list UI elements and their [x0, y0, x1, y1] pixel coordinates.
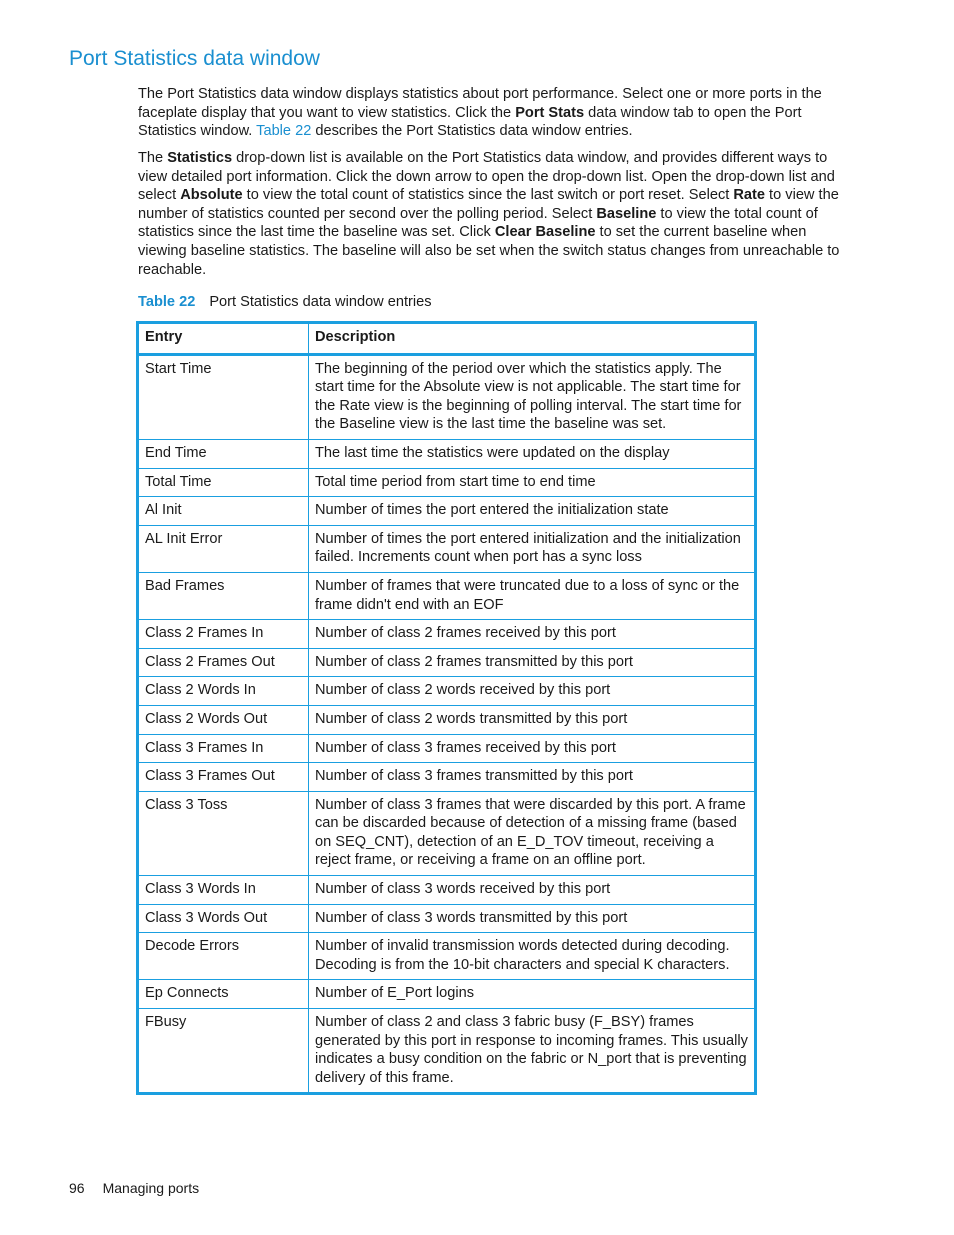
statistics-term: Statistics	[167, 150, 233, 166]
table-row	[138, 904, 756, 933]
description-cell: The beginning of the period over which the statistics apply. The start time for the Absolute view is not applicable. The start time for the Rate view is the beginning of polling interval. The start time for the Baseline view is the last time the baseline was set.	[309, 354, 756, 439]
entry-cell: Class 3 Words Out	[138, 904, 309, 933]
table-row	[138, 876, 756, 905]
header-description: Description	[309, 323, 756, 355]
entry-cell: Class 2 Words In	[138, 677, 309, 706]
entry-cell: Class 2 Frames Out	[138, 648, 309, 677]
description-cell: Number of class 2 words received by this port	[309, 677, 756, 706]
entries-table	[136, 321, 757, 1095]
entry-cell: Al Init	[138, 497, 309, 526]
entry-cell: Decode Errors	[138, 933, 309, 980]
table-row	[138, 705, 756, 734]
description-cell: Number of class 3 frames that were discarded by this port. A frame can be discarded because of detection of a missing frame (based on SEQ_CNT), detection of an E_D_TOV timeout, receiving a reject frame, or receiving a frame on an offline port.	[309, 791, 756, 875]
entry-cell: Total Time	[138, 468, 309, 497]
entry-cell: Class 2 Words Out	[138, 705, 309, 734]
entry-cell: AL Init Error	[138, 525, 309, 572]
absolute-term: Absolute	[180, 187, 243, 204]
description-cell: Number of times the port entered initialization and the initialization failed. Increments count when port has a sync loss	[309, 525, 756, 572]
table-row	[138, 791, 756, 875]
table-row	[138, 620, 756, 649]
description-cell: The last time the statistics were updated on the display	[309, 439, 756, 468]
description-cell: Number of class 2 words transmitted by this port	[309, 705, 756, 734]
entry-cell: Bad Frames	[138, 572, 309, 619]
table-row	[138, 648, 756, 677]
entry-cell: Start Time	[138, 354, 309, 439]
description-cell: Number of class 2 frames transmitted by this port	[309, 648, 756, 677]
description-cell: Number of times the port entered the initialization state	[309, 497, 756, 526]
table-row	[138, 734, 756, 763]
intro-paragraph: The Port Statistics data window displays statistics about port performance. Select one or more ports in the faceplate display that you want to view statistics. Click the Port Stats data window tab to open the Port Statistics window. Table 22 describes the Port Statistics data window entries.	[138, 86, 822, 140]
table-22-link[interactable]: Table 22	[256, 123, 312, 140]
table-caption	[138, 293, 432, 311]
section-title: Port Statistics data window	[69, 47, 320, 70]
entry-cell: End Time	[138, 439, 309, 468]
description-cell: Total time period from start time to end time	[309, 468, 756, 497]
table-number: Table 22	[138, 294, 196, 310]
table-row	[138, 439, 756, 468]
description-cell: Number of class 2 frames received by this port	[309, 620, 756, 649]
statistics-paragraph: The Statistics drop-down list is available on the Port Statistics data window, and provides different ways to view detailed port information. Click the down arrow to open the drop-down list. Open the drop-down list and select Absolute to view the total count of statistics since the last switch or port reset. Select Rate to view the number of statistics counted per second over the polling period. Select Baseline to view the total count of statistics since the last time the baseline was set. Click Clear Baseline to set the current baseline when viewing baseline statistics. The baseline will also be set when the switch status changes from unreachable to reachable.	[138, 150, 840, 278]
table-header-row	[138, 323, 756, 355]
page-footer	[69, 1180, 199, 1196]
description-cell: Number of class 3 frames transmitted by this port	[309, 763, 756, 792]
table-row	[138, 525, 756, 572]
table-row	[138, 468, 756, 497]
table-row	[138, 497, 756, 526]
entry-cell: Class 3 Toss	[138, 791, 309, 875]
table-row	[138, 572, 756, 619]
page-number: 96	[69, 1180, 85, 1196]
table-row	[138, 354, 756, 439]
description-cell: Number of class 3 frames received by this port	[309, 734, 756, 763]
header-entry: Entry	[138, 323, 309, 355]
description-cell: Number of class 3 words received by this port	[309, 876, 756, 905]
table-title: Port Statistics data window entries	[209, 294, 432, 310]
table-row	[138, 980, 756, 1009]
table-row	[138, 677, 756, 706]
table-row	[138, 763, 756, 792]
table-row	[138, 1009, 756, 1094]
chapter-name: Managing ports	[102, 1180, 200, 1196]
entry-cell: Class 3 Words In	[138, 876, 309, 905]
entry-cell: Class 3 Frames Out	[138, 763, 309, 792]
clear-baseline-term: Clear Baseline	[494, 224, 596, 241]
description-cell: Number of class 2 and class 3 fabric busy (F_BSY) frames generated by this port in response to incoming frames. This usually indicates a busy condition on the fabric or N_port that is preventing delivery of this frame.	[309, 1009, 756, 1094]
port-stats-term: Port Stats	[515, 104, 585, 121]
entry-cell: FBusy	[138, 1009, 309, 1094]
rate-term: Rate	[733, 187, 765, 204]
baseline-term: Baseline	[596, 205, 657, 222]
description-cell: Number of class 3 words transmitted by this port	[309, 904, 756, 933]
entry-cell: Class 3 Frames In	[138, 734, 309, 763]
description-cell: Number of frames that were truncated due to a loss of sync or the frame didn't end with an EOF	[309, 572, 756, 619]
description-cell: Number of invalid transmission words detected during decoding. Decoding is from the 10-bit characters and special K characters.	[309, 933, 756, 980]
table-row	[138, 933, 756, 980]
description-cell: Number of E_Port logins	[309, 980, 756, 1009]
entry-cell: Ep Connects	[138, 980, 309, 1009]
entry-cell: Class 2 Frames In	[138, 620, 309, 649]
